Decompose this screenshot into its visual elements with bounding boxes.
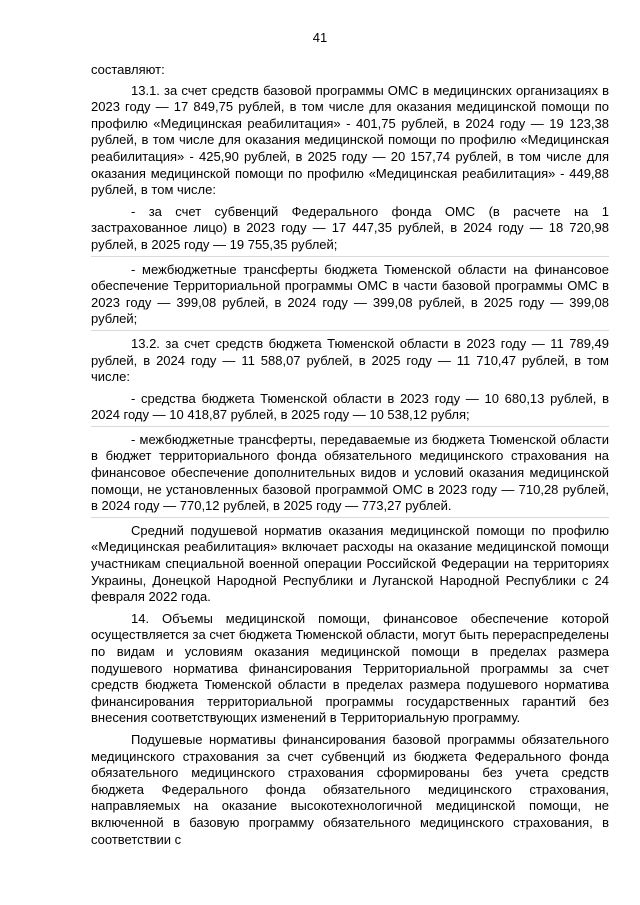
list-item-regional-budget: - средства бюджета Тюменской области в 2023 году — 10 680,13 рублей, в 2024 году — 10 418,87 рублей, в 2025 году — 10 538,12 рубля; [91,391,609,427]
paragraph-rehabilitation-note: Средний подушевой норматив оказания медицинской помощи по профилю «Медицинская реабилитация» включает расходы на оказание медицинской помощи участникам специальной военной операции Российской Федерации на территориях Украины, Донецкой Народной Республики и Луганской Народной Республики с 24 февраля 2022 года. [91,522,609,605]
list-item-transfers-to-fund: - межбюджетные трансферты, передаваемые из бюджета Тюменской области в бюджет территориального фонда обязательного медицинского страхования на финансовое обеспечение дополнительных видов и условий оказания медицинской помощи, не установленных базовой программой ОМС в 2023 году — 710,28 рублей, в 2024 году — 770,12 рублей, в 2025 году — 773,27 рублей. [91,432,609,518]
paragraph-13-2: 13.2. за счет средств бюджета Тюменской области в 2023 году — 11 789,49 рублей, в 2024 году — 11 588,07 рублей, в 2025 году — 11 710,47 рублей, в том числе: [91,335,609,385]
paragraph-14: 14. Объемы медицинской помощи, финансовое обеспечение которой осуществляется за счет бюджета Тюменской области, могут быть перераспределены по видам и условиям оказания медицинской помощи в пределах размера подушевого норматива финансирования Территориальной программы за счет средств бюджета Тюменской области в пределах размера подушевого норматива финансирования территориальной программы государственных гарантий без внесения соответствующих изменений в Территориальную программу. [91,610,609,726]
paragraph-per-capita-norms: Подушевые нормативы финансирования базовой программы обязательного медицинского страхования за счет субвенций из бюджета Федерального фонда обязательного медицинского страхования сформированы без учета средств бюджета Федерального фонда обязательного медицинского страхования, направляемых на оказание высокотехнологичной медицинской помощи, не включенной в базовую программу обязательного медицинского страхования, в соответствии с [91,731,609,847]
page-number: 41 [312,30,328,45]
list-item-subventions: - за счет субвенций Федерального фонда ОМС (в расчете на 1 застрахованное лицо) в 2023 году — 17 447,35 рублей, в 2024 году — 18 720,98 рублей, в 2025 году — 19 755,35 рублей; [91,204,609,257]
document-body [91,62,609,853]
list-item-interbudget-transfers: - межбюджетные трансферты бюджета Тюменской области на финансовое обеспечение Территориальной программы ОМС в части базовой программы ОМС в 2023 году — 399,08 рублей, в 2024 году — 399,08 рублей, в 2025 году — 399,08 рублей; [91,262,609,331]
paragraph-13-1: 13.1. за счет средств базовой программы ОМС в медицинских организациях в 2023 году — 17 849,75 рублей, в том числе для оказания медицинской помощи по профилю «Медицинская реабилитация» - 401,75 рублей, в 2024 году — 19 123,38 рублей, в том числе для оказания медицинской помощи по профилю «Медицинская реабилитация» - 425,90 рублей, в 2025 году — 20 157,74 рублей, в том числе для оказания медицинской помощи по профилю «Медицинская реабилитация» - 449,88 рублей, в том числе: [91,82,609,198]
paragraph-intro: составляют: [91,62,165,77]
